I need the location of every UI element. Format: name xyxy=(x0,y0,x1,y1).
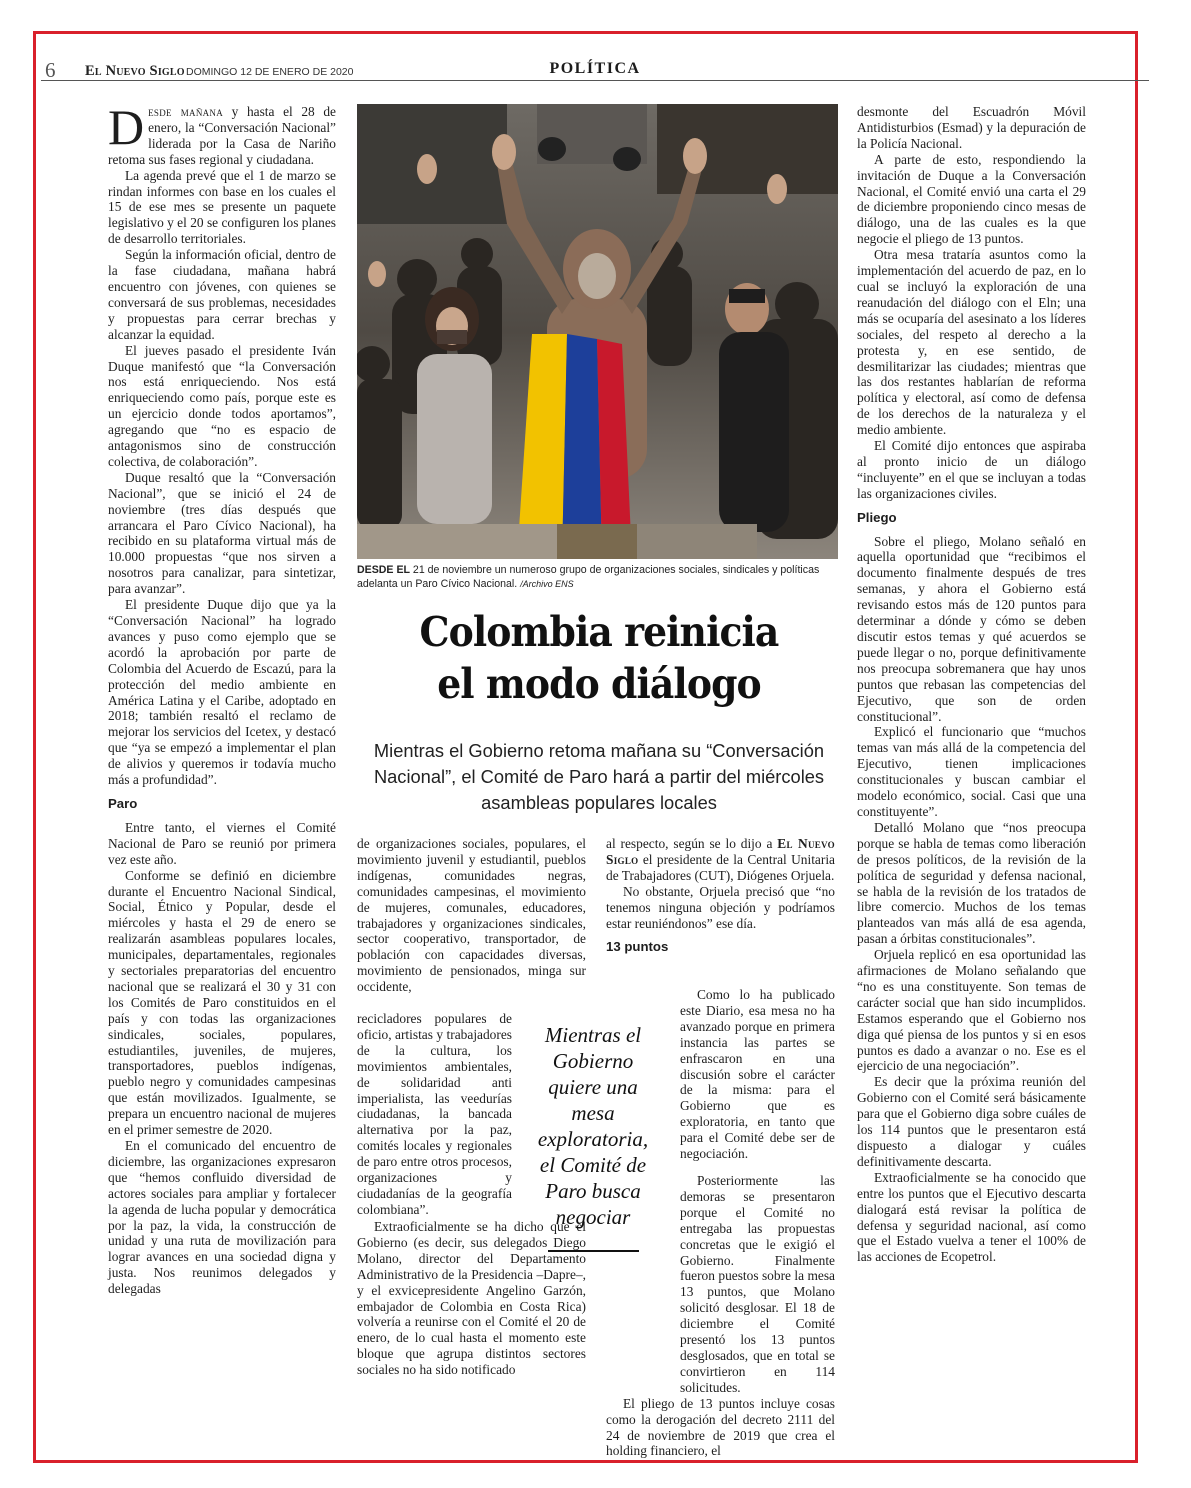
paragraph: En el comunicado del encuentro de diciembre, las organizaciones expresaron que “hemos confluido diversidad de actores sociales para ampliar y fortalecer la agenda de lucha popular y democrática por la paz, la vida, la construcción de unidad y una ruta de movilización para lograr avances en una sociedad digna y justa. Nos reunimos delegados y delegadas xyxy=(108,1138,336,1297)
article-subhead: Mientras el Gobierno retoma mañana su “Conversación Nacional”, el Comité de Paro hará a partir del miércoles asambleas populares locales xyxy=(373,740,825,813)
paragraph: Sobre el pliego, Molano señaló en aquella oportunidad que “recibimos el documento finalmente después de tres semanas, y ahora el Gobierno está revisando estos más de 120 puntos para determinar a dónde y cómo se deben discutir estos temas y qué acuerdos se puede llegar o no, porque definitivamente nos preocupa sobremanera que hay unos puntos que rebasan las competencias del Ejecutivo, que son de orden constitucional”. xyxy=(857,533,1086,724)
headline-line-1: Colombia reinicia xyxy=(419,608,779,656)
column-3-wrap xyxy=(680,987,835,1162)
section-title: POLÍTICA xyxy=(549,60,641,77)
subhead-paro: Paro xyxy=(108,795,138,811)
subhead-pliego: Pliego xyxy=(857,509,897,525)
pull-quote: Mientras el Gobierno quiere una mesa exploratoria, el Comité de Paro busca negociar xyxy=(537,1023,649,1229)
newspaper-mention: El Nuevo Siglo xyxy=(606,836,835,867)
paragraph: No obstante, Orjuela precisó que “no tenemos ninguna objeción y podríamos estar reuniéndonos” ese día. xyxy=(606,883,835,931)
paragraph: El Comité dijo entonces que aspiraba al pronto inicio de un diálogo “incluyente” en el que se incluyan a todas las organizaciones civiles. xyxy=(857,438,1086,501)
paragraph: Extraoficialmente se ha conocido que entre los puntos que el Ejecutivo descarta dialogará está revisar la política de defensa y seguridad nacional, así como que el Estado vuelva a tener el 100% de las acciones de Ecopetrol. xyxy=(857,1169,1086,1265)
lead-paragraph xyxy=(108,99,336,168)
drop-cap: D xyxy=(108,99,145,155)
lead-caps: esde mañana xyxy=(148,104,224,119)
column-1 xyxy=(108,99,336,1297)
paragraph: Como lo ha publicado este Diario, esa mesa no ha avanzado porque en primera instancia las partes se enfrascaron en una discusión sobre el carácter de la misma: para el Gobierno que es exploratoria, en tanto que para el Comité debe ser de negociación. xyxy=(680,987,835,1162)
paragraph: El presidente Duque dijo que ya la “Conversación Nacional” ha logrado avances y puso como ejemplo que se acordó la aprobación por parte de Colombia del Acuerdo de Escazú, para la protección del medio ambiente en América Latina y el Caribe, adoptado en 2018; también resaltó el reclamo de mejorar los servicios del Icetex, y destacó que “ya se empezó a implementar el plan de alivios y queremos ir todavía mucho más a profundidad”. xyxy=(108,597,336,788)
caption-credit: /Archivo ENS xyxy=(520,579,574,589)
paragraph-text: y hasta el 28 de enero, la “Conversación Nacional” liderada por la Casa de Nariño retoma sus fases regional y ciudadana. xyxy=(108,104,336,167)
paragraph: de organizaciones sociales, populares, el movimiento juvenil y estudiantil, pueblos indígenas, comunidades negras, comunidades campesinas, el movimiento de mujeres, comunales, educadores, trabajadores y organizaciones sindicales, sector cooperativo, transportador, de población con capacidades diversas, movimiento de pensionados, minga sur occidente, xyxy=(357,836,586,995)
paragraph: Orjuela replicó en esa oportunidad las afirmaciones de Molano señalando que “no es una constituyente. Son temas de carácter social que han sido incumplidos. Estamos esperando que el Gobierno nos diga qué piensa de los puntos y si en esos puntos es dado a avanzar o no. Ese es el ejercicio de una negociación”. xyxy=(857,947,1086,1074)
paragraph: Conforme se definió en diciembre durante el Encuentro Nacional Sindical, Social, Étnico y Popular, desde el miércoles y hasta el 29 de enero se realizarán asambleas populares locales, municipales, departamentales, regionales y sectoriales preparatorias del encuentro nacional que se realizará el 30 y 31 con los Comités de Paro constituidos en el país y con todas las organizaciones sindicales, sociales, populares, estudiantiles, juveniles, de mujeres, transportadores, pueblos indígenas, pueblo negro y comunidades campesinas que están movilizados. Igualmente, se prepara un encuentro nacional de mujeres en el primer semestre de 2020. xyxy=(108,867,336,1138)
paragraph: El pliego de 13 puntos incluye cosas como la derogación del decreto 2111 del 24 de noviembre de 2019 que crea el holding financiero, el xyxy=(606,1395,835,1459)
issue-date: DOMINGO 12 DE ENERO DE 2020 xyxy=(186,66,354,78)
column-3-bottom xyxy=(606,1173,835,1459)
paragraph: Extraoficialmente se ha dicho que el Gobierno (es decir, sus delegados Diego Molano, director del Departamento Administrativo de la Presidencia –Dapre–, y el exvicepresidente Angelino Garzón, embajador de Colombia en Costa Rica) volvería a reunirse con el Comité el 20 de enero, de lo cual hasta el momento este bloque que agrupa distintos sectores sociales no ha sido notificado xyxy=(357,1219,586,1378)
page-number: 6 xyxy=(45,58,56,82)
photo-caption xyxy=(357,563,841,591)
paragraph: desmonte del Escuadrón Móvil Antidisturbios (Esmad) y la depuración de la Policía Nacional. xyxy=(857,104,1086,151)
paragraph: A parte de esto, respondiendo la invitación de Duque a la Conversación Nacional, el Comité envió una carta el 29 de diciembre proponiendo cinco mesas de diálogo, una de las cuales es la que negocie el pliego de 13 puntos. xyxy=(857,151,1086,247)
paragraph: Otra mesa trataría asuntos como la implementación del acuerdo de paz, en lo cual se incluyó la exploración de una reanudación del diálogo con el Eln; una más se ocuparía del asesinato a los líderes sociales, del respeto al derecho a la protesta y, en ese sentido, de desmilitarizar las ciudades; mientras que las dos restantes hablarían de reforma política y electoral, así como de defensa de los derechos de la naturaleza y el medio ambiente. xyxy=(857,247,1086,438)
protest-photo xyxy=(357,104,838,559)
paragraph: Es decir que la próxima reunión del Gobierno con el Comité será básicamente para que el Gobierno diga sobre cuáles de los 114 puntos que le presentaron está dispuesto a dialogar y cuáles definitivamente descarta. xyxy=(857,1074,1086,1169)
subhead-13-puntos: 13 puntos xyxy=(606,939,669,955)
paragraph xyxy=(606,836,835,884)
headline-line-2: el modo diálogo xyxy=(437,660,761,708)
paragraph-text: el presidente de la Central Unitaria de Trabajadores (CUT), Diógenes Orjuela. xyxy=(606,851,835,883)
column-3 xyxy=(606,836,835,963)
paragraph: Según la información oficial, dentro de la fase ciudadana, mañana habrá encuentro con jóvenes, con quienes se conversará de sus problemas, necesidades y propuestas para cerrar brechas y alcanzar la equidad. xyxy=(108,247,336,342)
paragraph: Detalló Molano que “nos preocupa porque se habla de temas como liberación de presos políticos, de la revisión de la política de seguridad y defensa nacional, se habla de la revisión de los tratados de libre comercio. Muchos de los temas planteados van más allá de esa agenda, pasan a órbitas constitucionales”. xyxy=(857,819,1086,947)
column-2-bottom xyxy=(357,1219,586,1378)
caption-lead: DESDE EL xyxy=(357,564,410,576)
paragraph: Explicó el funcionario que “muchos temas van más allá de la competencia del Ejecutivo, tienen implicaciones constitucionales y buscan cambiar el modelo económico, social. Casi que una constituyente”. xyxy=(857,724,1086,819)
column-4 xyxy=(857,104,1086,1265)
headline xyxy=(376,606,821,710)
paragraph: El jueves pasado el presidente Iván Duque manifestó que “la Conversación nos está enriqueciendo. Nos está enriqueciendo como país, porque este es un ejercicio donde todos aportamos”, agregando que “no es espacio de antagonismos sino de construcción colectiva, de colaboración”. xyxy=(108,342,336,469)
caption-text: 21 de noviembre un numeroso grupo de organizaciones sociales, sindicales y políticas adelanta un Paro Cívico Nacional. xyxy=(357,564,820,590)
column-2-wrap xyxy=(357,1011,512,1218)
column-2 xyxy=(357,836,586,995)
paragraph: Duque resaltó que la “Conversación Nacional”, que se inició el 24 de noviembre (tres días después que arrancara el Paro Cívico Nacional), ha recibido en su plataforma virtual más de 10.000 propuestas “que nos sirven a nosotros para canalizar, para sintetizar, para avanzar”. xyxy=(108,469,336,597)
paragraph: Entre tanto, el viernes el Comité Nacional de Paro se reunió por primera vez este año. xyxy=(108,819,336,867)
paragraph-text: al respecto, según se lo dijo a xyxy=(606,836,778,851)
header-rule xyxy=(41,80,1149,81)
paragraph: recicladores populares de oficio, artistas y trabajadores de la cultura, los movimientos ambientales, de solidaridad anti imperialista, las veedurías ciudadanas, la bancada alternativa por la paz, comités locales y regionales de paro entre otros procesos, organizaciones y ciudadanías de la geografía colombiana”. xyxy=(357,1011,512,1217)
paragraph: Posteriormente las demoras se presentaron porque el Comité no entregaba las propuestas concretas que le exigió el Gobierno. Finalmente fueron puestos sobre la mesa 13 puntos, que Molano solicitó desglosar. El 18 de diciembre el Comité presentó los 13 puntos desglosados, que en total se convirtieron en 114 solicitudes. xyxy=(680,1173,835,1395)
paragraph: La agenda prevé que el 1 de marzo se rindan informes con base en los cuales el 15 de ese mes se presente un paquete legislativo y el 20 se configuren los planes de desarrollo territoriales. xyxy=(108,167,336,247)
newspaper-name: El Nuevo Siglo xyxy=(85,63,185,79)
